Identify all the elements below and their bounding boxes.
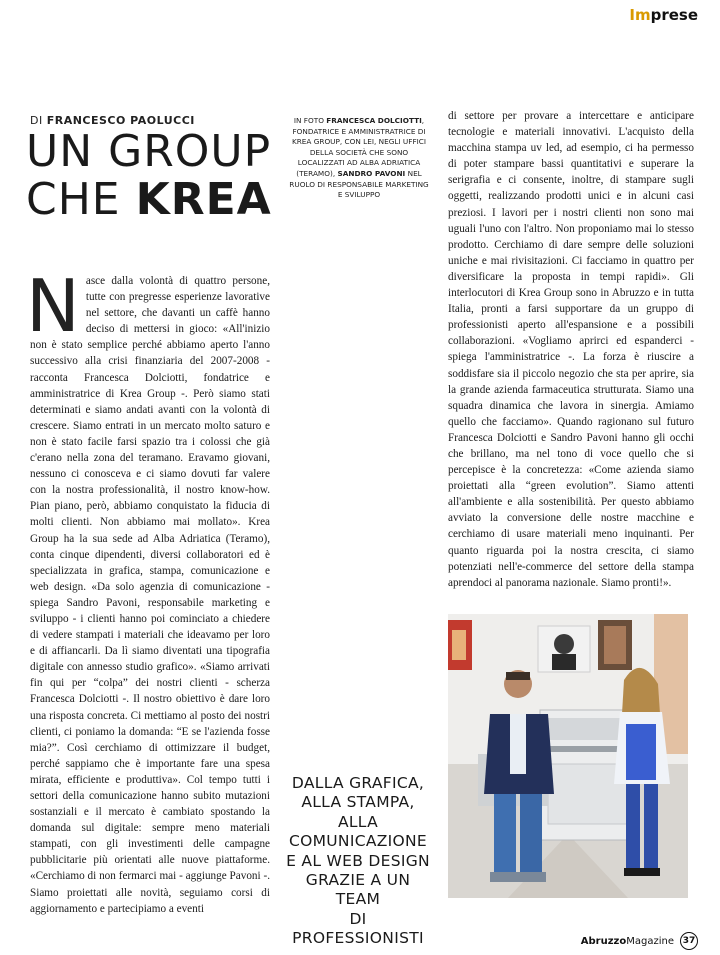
title-line-2-light: CHE xyxy=(26,174,121,225)
title-line-2-bold: KREA xyxy=(135,174,272,225)
article-title xyxy=(26,128,272,224)
pull-quote-line: COMUNICAZIONE xyxy=(288,832,427,851)
caption-mid: , FONDATRICE E AMMINISTRATRICE DI KREA GROUP, CON LEI, NEGLI UFFICI DELLA SOCIETÀ CHE SONO LOCALIZZATI AD ALBA ADRIATICA (TERAMO), xyxy=(291,116,427,178)
magazine-brand xyxy=(581,936,674,947)
title-line-1: UN GROUP xyxy=(26,126,272,177)
pull-quote-line: DALLA GRAFICA, xyxy=(291,774,425,792)
pull-quote-line: ALLA STAMPA, ALLA xyxy=(301,793,415,831)
page-number: 37 xyxy=(680,932,698,950)
byline-author: FRANCESCO PAOLUCCI xyxy=(46,114,195,127)
caption-suffix: NEL RUOLO DI RESPONSABILE MARKETING E SVILUPPO xyxy=(289,168,429,200)
page-footer xyxy=(581,932,698,950)
magazine-brand-bold: Abruzzo xyxy=(580,935,627,947)
byline-prefix: DI xyxy=(30,114,43,127)
article-text-1: asce dalla volontà di quattro persone, tutte con pregresse esperienze lavorative nel settore, che davanti un caffè hanno deciso di mettersi in gioco: «All'inizio non è stato semplice perché abbiamo aperto l'anno successivo alla crisi finanziaria del 2007-2008 - racconta Francesca Dolciotti, fondatrice e amministratrice di Krea Group -. Però siamo stati determinati e siamo andati avanti con la volontà di crescere. Siamo entrati in un mercato molto saturo e non è stato facile farsi spazio tra i colossi che già c'erano nella zona del teramano. Eravamo giovani, nessuno ci conosceva e ci siamo dovuti far valere con la nostra professionalità, il nostro know-how. Pian piano, però, abbiamo conquistato la fiducia di molti clienti. Non abbiamo mai mollato». Krea Group ha la sua sede ad Alba Adriatica (Teramo), conta cinque dipendenti, diversi collaboratori ed è specializzata in grafica, stampa, comunicazione e web design. «Da solo agenzia di comunicazione - spiega Sandro Pavoni, responsabile marketing e sviluppo - i clienti hanno poi cominciato a chiedere di vedere stampati i materiali che ideavamo per loro e di affiancarli. Da lì siamo diventati una tipografia digitale con annesso studio grafico». «Siamo arrivati fin qui per “colpa” dei nostri clienti - scherza Francesca Dolciotti -. Il nostro obiettivo è dare loro una risposta concreta. Ci mettiamo al posto dei nostri clienti, ci poniamo la domanda: “E se l'azienda fosse mia?”. Così cerchiamo di ottimizzare il budget, perché sappiamo che è importante fare una spesa mirata, efficiente e produttiva». Col tempo tutti i settori della comunicazione hanno subito mutazioni sostanziali e il mercato è cambiato spostando la domanda sul digitale: sempre meno materiali stampati, con gli investimenti delle campagne pubblicitarie più orientati alle nuove piattaforme. «Cerchiamo di non fermarci mai - aggiunge Pavoni -. Siamo proiettati alle novità, seguiamo corsi di aggiornamento e partecipiamo a eventi xyxy=(30,275,270,915)
photo-illustration xyxy=(448,614,688,898)
pull-quote-line: E AL WEB DESIGN xyxy=(286,851,430,870)
caption-name-2: SANDRO PAVONI xyxy=(337,168,406,178)
caption-name-1: FRANCESCA DOLCIOTTI xyxy=(326,116,422,125)
pull-quote xyxy=(283,774,433,949)
article-text-2: di settore per provare a intercettare e anticipare tecnologie e materiali innovativi. L'acquisto della macchina stampa uv led, ad esempio, ci ha permesso di poter stampare bassi quantitativi e superare la serigrafia e ci consente, inoltre, di stampare sugli oggetti, realizzando prodotti unici e in alcuni casi preziosi. I lavori per i nostri clienti non sono mai uguali l'uno con l'altro. Non proponiamo mai lo stesso prodotto. Cerchiamo di dare sempre delle soluzioni uniche e mai rivisitazioni. Ci facciamo in quattro per diversificare la proposta in tempi rapidi». Gli interlocutori di Krea Group sono in Abruzzo e in tutta Italia, pronti a farsi supportare da un gruppo di professionisti aperto all'espansione e a possibili collaborazioni. «Vogliamo aprirci ed espanderci - spiega l'amministratrice -. La forza è riuscire a soddisfare sia il piccolo negozio che sta per aprire, sia la grande azienda farmaceutica strutturata. Siamo una squadra dinamica che lavora in sinergia. Amiamo quello che facciamo». Quando ragionano sul futuro Francesca Dolciotti e Sandro Pavoni hanno gli occhi che brillano, ma nel tono di voce quello che si percepisce è la concretezza: «Come azienda siamo proiettati alla “green evolution”. Siamo attenti all'ambiente e alla sostenibilità. Per questo abbiamo avviato la conversione delle nostre macchine e cerchiamo di usare materiali meno inquinanti. Per quanto riguarda poi la nostra crescita, ci siamo potenziati nell'e-commerce del settore della stampa aprendoci al panorama nazionale. Siamo pronti!». xyxy=(448,110,694,589)
article-column-1 xyxy=(26,264,270,917)
woman-trousers xyxy=(626,784,640,868)
drop-cap: N xyxy=(26,264,80,348)
photo-caption xyxy=(286,116,432,201)
title-line-2 xyxy=(26,176,272,224)
pull-quote-line: GRAZIE A UN TEAM xyxy=(305,871,411,909)
pull-quote-line: DI PROFESSIONISTI xyxy=(292,909,424,948)
section-label-highlight: Im xyxy=(629,6,651,24)
man-jeans xyxy=(494,794,516,872)
caption-prefix: IN FOTO xyxy=(293,116,324,125)
article-column-2 xyxy=(448,108,694,591)
section-label-rest: prese xyxy=(650,6,698,24)
section-label xyxy=(629,6,698,24)
magazine-brand-rest: Magazine xyxy=(626,935,674,947)
article-photo xyxy=(448,614,688,898)
